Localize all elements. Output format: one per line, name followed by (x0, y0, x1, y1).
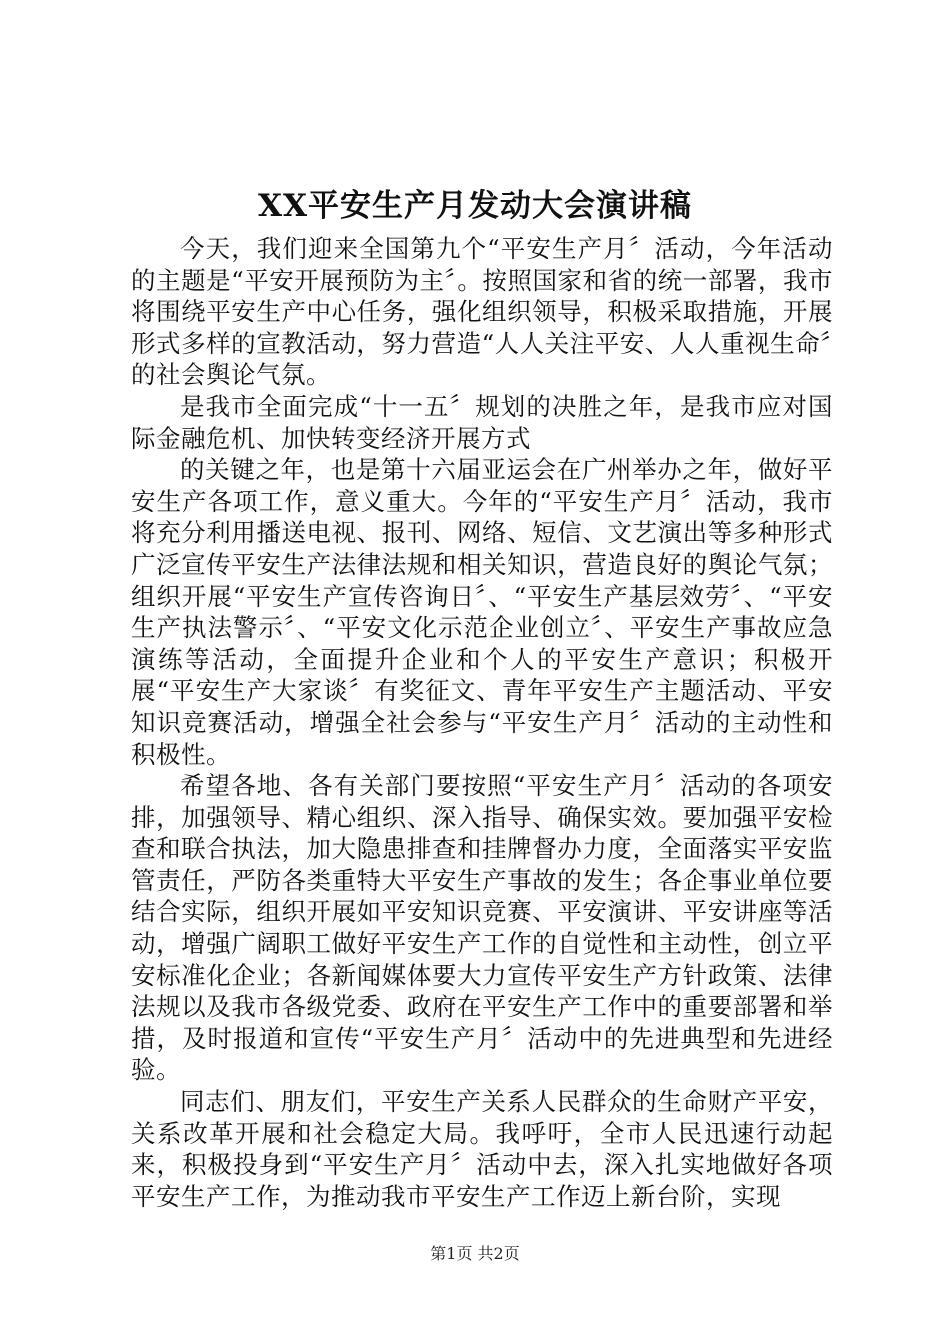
paragraph: 希望各地、各有关部门要按照“平安生产月〞活动的各项安排，加强领导、精心组织、深入指导、确保实效。要加强平安检查和联合执法，加大隐患排查和挂牌督办力度，全面落实平安监管责任，严防各类重特大平安生产事故的发生；各企事业单位要结合实际，组织开展如平安知识竞赛、平安演讲、平安讲座等活动，增强广阔职工做好平安生产工作的自觉性和主动性，创立平安标准化企业；各新闻媒体要大力宣传平安生产方针政策、法律法规以及我市各级党委、政府在平安生产工作中的重要部署和举措，及时报道和宣传“平安生产月〞活动中的先进典型和先进经验。 (131, 771, 833, 1085)
paragraph: 是我市全面完成“十一五〞规划的决胜之年，是我市应对国际金融危机、加快转变经济开展方式 (131, 391, 833, 453)
document-title: XX平安生产月发动大会演讲稿 (257, 188, 693, 224)
paragraph: 的关键之年，也是第十六届亚运会在广州举办之年，做好平安生产各项工作，意义重大。今年的“平安生产月〞活动，我市将充分利用播送电视、报刊、网络、短信、文艺演出等多种形式广泛宣传平安生产法律法规和相关知识，营造良好的舆论气氛；组织开展“平安生产宣传咨询日〞、“平安生产基层效劳〞、“平安生产执法警示〞、“平安文化示范企业创立〞、平安生产事故应急演练等活动，全面提升企业和个人的平安生产意识；积极开展“平安生产大家谈〞有奖征文、青年平安生产主题活动、平安知识竞赛活动，增强全社会参与“平安生产月〞活动的主动性和积极性。 (131, 455, 833, 769)
page-number-footer: 第1页 共2页 (430, 1244, 520, 1263)
paragraph: 同志们、朋友们，平安生产关系人民群众的生命财产平安，关系改革开展和社会稳定大局。我呼吁，全市人民迅速行动起来，积极投身到“平安生产月〞活动中去，深入扎实地做好各项平安生产工作，为推动我市平安生产工作迈上新台阶，实现 (131, 1087, 833, 1211)
paragraph: 今天，我们迎来全国第九个“平安生产月〞活动，今年活动的主题是“平安开展预防为主〞。按照国家和省的统一部署，我市将围绕平安生产中心任务，强化组织领导，积极采取措施，开展形式多样的宣教活动，努力营造“人人关注平安、人人重视生命〞的社会舆论气氛。 (131, 234, 833, 390)
document-body (131, 233, 833, 1212)
